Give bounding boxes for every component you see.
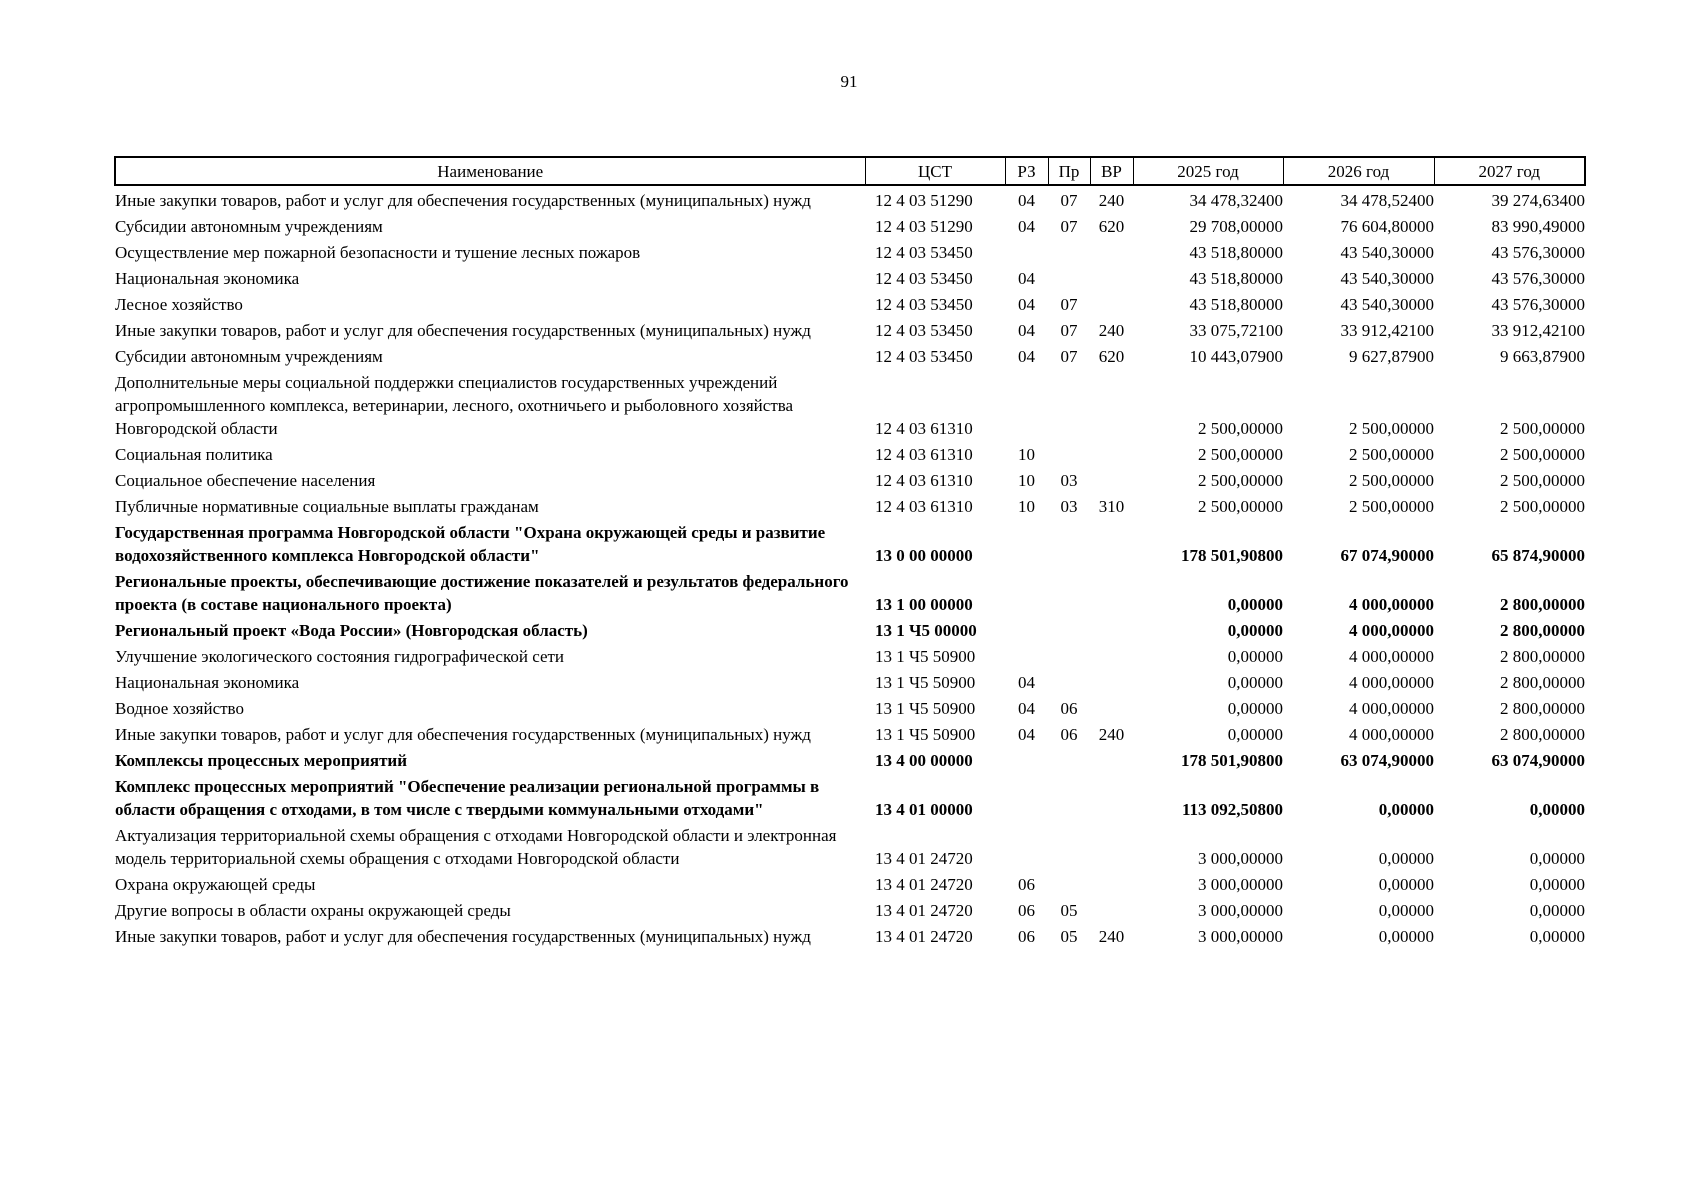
cell-pr	[1048, 821, 1090, 870]
cell-2025: 0,00000	[1227, 621, 1283, 640]
budget-table	[114, 156, 1586, 948]
cell-name: Актуализация территориальной схемы обращения с отходами Новгородской области и электронная модель территориальной схемы обращения с отходами Новгородской области	[115, 826, 837, 868]
cell-code: 12 4 03 53450	[875, 269, 973, 288]
cell-code: 12 4 03 61310	[875, 471, 973, 490]
cell-2025: 0,00000	[1227, 673, 1283, 692]
cell-rz	[1005, 518, 1048, 567]
cell-pr	[1048, 368, 1090, 440]
cell-vr	[1090, 746, 1133, 772]
cell-2027: 2 800,00000	[1500, 673, 1585, 692]
cell-pr: 06	[1060, 725, 1078, 744]
cell-vr: 240	[1098, 321, 1125, 340]
cell-name: Дополнительные меры социальной поддержки специалистов государственных учреждений агропромышленного комплекса, ветеринарии, лесного, охотничьего и рыболовного хозяйства Новгородской области	[115, 373, 794, 438]
cell-name: Улучшение экологического состояния гидрографической сети	[115, 647, 565, 666]
cell-2027: 83 990,49000	[1491, 217, 1585, 236]
cell-2025: 33 075,72100	[1189, 321, 1283, 340]
cell-2025: 178 501,90800	[1181, 751, 1283, 770]
cell-code: 13 4 01 24720	[875, 927, 973, 946]
cell-2026: 67 074,90000	[1340, 546, 1434, 565]
cell-code: 13 4 01 24720	[875, 875, 973, 894]
cell-2027: 2 500,00000	[1500, 471, 1585, 490]
cell-code: 12 4 03 53450	[875, 347, 973, 366]
cell-2027: 0,00000	[1529, 927, 1585, 946]
cell-vr	[1090, 772, 1133, 821]
cell-code: 13 1 Ч5 50900	[875, 673, 976, 692]
cell-code: 13 4 00 00000	[875, 751, 973, 770]
cell-rz: 04	[1018, 347, 1035, 366]
cell-2025: 29 708,00000	[1189, 217, 1283, 236]
cell-2025: 178 501,90800	[1181, 546, 1283, 565]
cell-2027: 0,00000	[1529, 849, 1585, 868]
table-row	[115, 368, 1585, 440]
cell-rz: 06	[1018, 927, 1035, 946]
cell-rz: 04	[1018, 321, 1035, 340]
cell-pr	[1048, 518, 1090, 567]
cell-pr: 03	[1060, 471, 1078, 490]
cell-pr	[1048, 870, 1090, 896]
cell-2026: 0,00000	[1378, 875, 1434, 894]
cell-2025: 2 500,00000	[1198, 419, 1283, 438]
table-row	[115, 290, 1585, 316]
cell-code: 13 4 01 00000	[875, 800, 973, 819]
cell-code: 13 1 Ч5 50900	[875, 699, 976, 718]
cell-2026: 34 478,52400	[1340, 191, 1434, 210]
cell-2025: 10 443,07900	[1189, 347, 1283, 366]
cell-code: 12 4 03 53450	[875, 321, 973, 340]
table-row	[115, 264, 1585, 290]
cell-2026: 4 000,00000	[1349, 725, 1434, 744]
cell-2027: 0,00000	[1529, 875, 1585, 894]
table-row	[115, 518, 1585, 567]
header-name: Наименование	[115, 157, 865, 185]
table-row	[115, 616, 1585, 642]
cell-code: 13 1 Ч5 50900	[875, 647, 976, 666]
cell-2026: 63 074,90000	[1340, 751, 1434, 770]
cell-name: Региональный проект «Вода России» (Новгородская область)	[115, 621, 588, 640]
cell-rz: 10	[1018, 445, 1035, 464]
cell-rz	[1005, 616, 1048, 642]
cell-code: 12 4 03 53450	[875, 295, 973, 314]
cell-code: 13 1 Ч5 50900	[875, 725, 976, 744]
cell-2027: 65 874,90000	[1491, 546, 1585, 565]
cell-code: 12 4 03 53450	[875, 243, 973, 262]
table-row	[115, 821, 1585, 870]
cell-vr: 240	[1098, 725, 1125, 744]
cell-2025: 43 518,80000	[1189, 269, 1283, 288]
cell-2026: 4 000,00000	[1349, 647, 1434, 666]
cell-name: Охрана окружающей среды	[115, 875, 316, 894]
cell-name: Комплексы процессных мероприятий	[115, 751, 408, 770]
cell-rz: 04	[1018, 191, 1035, 210]
cell-pr: 06	[1060, 699, 1078, 718]
cell-2027: 2 800,00000	[1500, 725, 1585, 744]
cell-pr: 05	[1060, 927, 1078, 946]
cell-2025: 43 518,80000	[1189, 243, 1283, 262]
cell-pr: 07	[1060, 295, 1078, 314]
cell-2025: 0,00000	[1227, 647, 1283, 666]
cell-name: Публичные нормативные социальные выплаты гражданам	[115, 497, 539, 516]
table-row	[115, 238, 1585, 264]
cell-2025: 43 518,80000	[1189, 295, 1283, 314]
cell-2027: 2 800,00000	[1500, 621, 1585, 640]
cell-pr: 07	[1060, 347, 1078, 366]
cell-2026: 0,00000	[1378, 927, 1434, 946]
cell-2025: 2 500,00000	[1198, 497, 1283, 516]
table-row	[115, 185, 1585, 212]
cell-name: Национальная экономика	[115, 673, 300, 692]
table-row	[115, 212, 1585, 238]
cell-vr: 240	[1098, 191, 1125, 210]
cell-code: 12 4 03 61310	[875, 419, 973, 438]
table-row	[115, 922, 1585, 948]
cell-2025: 3 000,00000	[1198, 927, 1283, 946]
cell-code: 13 0 00 00000	[875, 546, 973, 565]
cell-name: Иные закупки товаров, работ и услуг для обеспечения государственных (муниципальных) нужд	[115, 927, 811, 946]
cell-pr	[1048, 264, 1090, 290]
cell-rz: 04	[1018, 699, 1035, 718]
cell-name: Иные закупки товаров, работ и услуг для обеспечения государственных (муниципальных) нужд	[115, 321, 811, 340]
cell-2027: 2 800,00000	[1500, 647, 1585, 666]
table-row	[115, 492, 1585, 518]
cell-rz: 10	[1018, 471, 1035, 490]
cell-vr	[1090, 518, 1133, 567]
cell-2026: 43 540,30000	[1340, 269, 1434, 288]
cell-2025: 0,00000	[1227, 725, 1283, 744]
cell-pr	[1048, 668, 1090, 694]
cell-name: Национальная экономика	[115, 269, 300, 288]
table-row	[115, 720, 1585, 746]
table-header-row	[115, 157, 1585, 185]
cell-name: Субсидии автономным учреждениям	[115, 347, 383, 366]
cell-vr: 620	[1098, 347, 1125, 366]
cell-2025: 3 000,00000	[1198, 849, 1283, 868]
cell-2026: 4 000,00000	[1349, 673, 1434, 692]
table-row	[115, 342, 1585, 368]
cell-2026: 2 500,00000	[1349, 497, 1434, 516]
cell-2026: 4 000,00000	[1349, 595, 1434, 614]
cell-2025: 2 500,00000	[1198, 445, 1283, 464]
cell-2026: 2 500,00000	[1349, 419, 1434, 438]
cell-vr	[1090, 238, 1133, 264]
header-2027: 2027 год	[1434, 157, 1585, 185]
cell-pr	[1048, 642, 1090, 668]
cell-2025: 113 092,50800	[1181, 800, 1283, 819]
page-number: 91	[840, 72, 858, 91]
cell-vr	[1090, 896, 1133, 922]
cell-2027: 63 074,90000	[1491, 751, 1585, 770]
cell-code: 13 1 00 00000	[875, 595, 973, 614]
cell-rz: 10	[1018, 497, 1035, 516]
cell-name: Осуществление мер пожарной безопасности и тушение лесных пожаров	[115, 243, 641, 262]
cell-name: Иные закупки товаров, работ и услуг для обеспечения государственных (муниципальных) нужд	[115, 191, 811, 210]
cell-rz: 04	[1018, 295, 1035, 314]
cell-rz	[1005, 772, 1048, 821]
cell-code: 13 4 01 24720	[875, 849, 973, 868]
table-row	[115, 316, 1585, 342]
table-row	[115, 567, 1585, 616]
header-2026: 2026 год	[1283, 157, 1434, 185]
table-row	[115, 642, 1585, 668]
cell-name: Социальное обеспечение населения	[115, 471, 376, 490]
cell-name: Государственная программа Новгородской области "Охрана окружающей среды и развитие водохозяйственного комплекса Новгородской области"	[115, 523, 826, 565]
cell-name: Лесное хозяйство	[115, 295, 243, 314]
cell-pr	[1048, 746, 1090, 772]
cell-rz: 06	[1018, 901, 1035, 920]
cell-vr	[1090, 264, 1133, 290]
cell-name: Социальная политика	[115, 445, 273, 464]
cell-2027: 43 576,30000	[1491, 269, 1585, 288]
table-row	[115, 896, 1585, 922]
cell-pr	[1048, 238, 1090, 264]
cell-code: 12 4 03 51290	[875, 217, 973, 236]
table-row	[115, 694, 1585, 720]
cell-pr	[1048, 440, 1090, 466]
cell-code: 13 4 01 24720	[875, 901, 973, 920]
cell-rz: 04	[1018, 269, 1035, 288]
table-row	[115, 440, 1585, 466]
cell-vr	[1090, 466, 1133, 492]
cell-code: 13 1 Ч5 00000	[875, 621, 977, 640]
cell-2026: 33 912,42100	[1340, 321, 1434, 340]
cell-2025: 3 000,00000	[1198, 901, 1283, 920]
cell-pr: 07	[1060, 321, 1078, 340]
cell-code: 12 4 03 61310	[875, 497, 973, 516]
cell-2027: 0,00000	[1529, 800, 1585, 819]
cell-vr	[1090, 290, 1133, 316]
cell-2027: 33 912,42100	[1491, 321, 1585, 340]
cell-vr: 310	[1098, 497, 1125, 516]
cell-2026: 4 000,00000	[1349, 621, 1434, 640]
header-2025: 2025 год	[1133, 157, 1283, 185]
cell-pr: 03	[1060, 497, 1078, 516]
cell-pr	[1048, 567, 1090, 616]
cell-2025: 34 478,32400	[1189, 191, 1283, 210]
cell-name: Субсидии автономным учреждениям	[115, 217, 383, 236]
cell-vr: 620	[1098, 217, 1125, 236]
cell-vr	[1090, 694, 1133, 720]
cell-2026: 0,00000	[1378, 901, 1434, 920]
cell-rz: 04	[1018, 673, 1035, 692]
cell-pr: 05	[1060, 901, 1078, 920]
cell-2027: 2 800,00000	[1500, 595, 1585, 614]
cell-vr	[1090, 668, 1133, 694]
cell-2027: 39 274,63400	[1491, 191, 1585, 210]
cell-2027: 43 576,30000	[1491, 243, 1585, 262]
cell-vr	[1090, 616, 1133, 642]
cell-2026: 4 000,00000	[1349, 699, 1434, 718]
cell-name: Иные закупки товаров, работ и услуг для обеспечения государственных (муниципальных) нужд	[115, 725, 811, 744]
cell-name: Региональные проекты, обеспечивающие достижение показателей и результатов федерального проекта (в составе национального проекта)	[115, 572, 849, 614]
cell-rz: 06	[1018, 875, 1035, 894]
cell-2025: 0,00000	[1227, 595, 1283, 614]
cell-2027: 2 500,00000	[1500, 497, 1585, 516]
cell-vr	[1090, 368, 1133, 440]
cell-vr	[1090, 821, 1133, 870]
cell-2026: 43 540,30000	[1340, 243, 1434, 262]
cell-vr: 240	[1098, 927, 1125, 946]
cell-rz	[1005, 567, 1048, 616]
header-vr: ВР	[1090, 157, 1133, 185]
table-row	[115, 870, 1585, 896]
cell-2026: 2 500,00000	[1349, 471, 1434, 490]
header-rz: РЗ	[1005, 157, 1048, 185]
cell-2027: 9 663,87900	[1500, 347, 1585, 366]
cell-2026: 9 627,87900	[1349, 347, 1434, 366]
cell-pr	[1048, 772, 1090, 821]
cell-pr	[1048, 616, 1090, 642]
cell-name: Другие вопросы в области охраны окружающей среды	[115, 901, 511, 920]
cell-2026: 76 604,80000	[1340, 217, 1434, 236]
cell-2025: 3 000,00000	[1198, 875, 1283, 894]
table-row	[115, 668, 1585, 694]
cell-rz	[1005, 746, 1048, 772]
cell-2026: 2 500,00000	[1349, 445, 1434, 464]
cell-2025: 0,00000	[1227, 699, 1283, 718]
cell-code: 12 4 03 61310	[875, 445, 973, 464]
cell-vr	[1090, 642, 1133, 668]
cell-vr	[1090, 870, 1133, 896]
cell-2026: 43 540,30000	[1340, 295, 1434, 314]
cell-name: Водное хозяйство	[115, 699, 244, 718]
table-row	[115, 772, 1585, 821]
header-pr: Пр	[1048, 157, 1090, 185]
cell-name: Комплекс процессных мероприятий "Обеспечение реализации региональной программы в области обращения с отходами, в том числе с твердыми коммунальными отходами"	[115, 777, 820, 819]
cell-rz	[1005, 821, 1048, 870]
cell-2027: 2 800,00000	[1500, 699, 1585, 718]
cell-rz: 04	[1018, 725, 1035, 744]
cell-vr	[1090, 440, 1133, 466]
cell-2027: 2 500,00000	[1500, 419, 1585, 438]
cell-2027: 2 500,00000	[1500, 445, 1585, 464]
cell-rz: 04	[1018, 217, 1035, 236]
cell-code: 12 4 03 51290	[875, 191, 973, 210]
cell-pr: 07	[1060, 217, 1078, 236]
cell-rz	[1005, 238, 1048, 264]
cell-rz	[1005, 368, 1048, 440]
cell-2027: 0,00000	[1529, 901, 1585, 920]
cell-rz	[1005, 642, 1048, 668]
header-code: ЦСТ	[865, 157, 1005, 185]
table-row	[115, 746, 1585, 772]
table-row	[115, 466, 1585, 492]
cell-2027: 43 576,30000	[1491, 295, 1585, 314]
cell-pr: 07	[1060, 191, 1078, 210]
cell-2025: 2 500,00000	[1198, 471, 1283, 490]
cell-vr	[1090, 567, 1133, 616]
cell-2026: 0,00000	[1378, 800, 1434, 819]
table-body	[115, 185, 1585, 948]
cell-2026: 0,00000	[1378, 849, 1434, 868]
